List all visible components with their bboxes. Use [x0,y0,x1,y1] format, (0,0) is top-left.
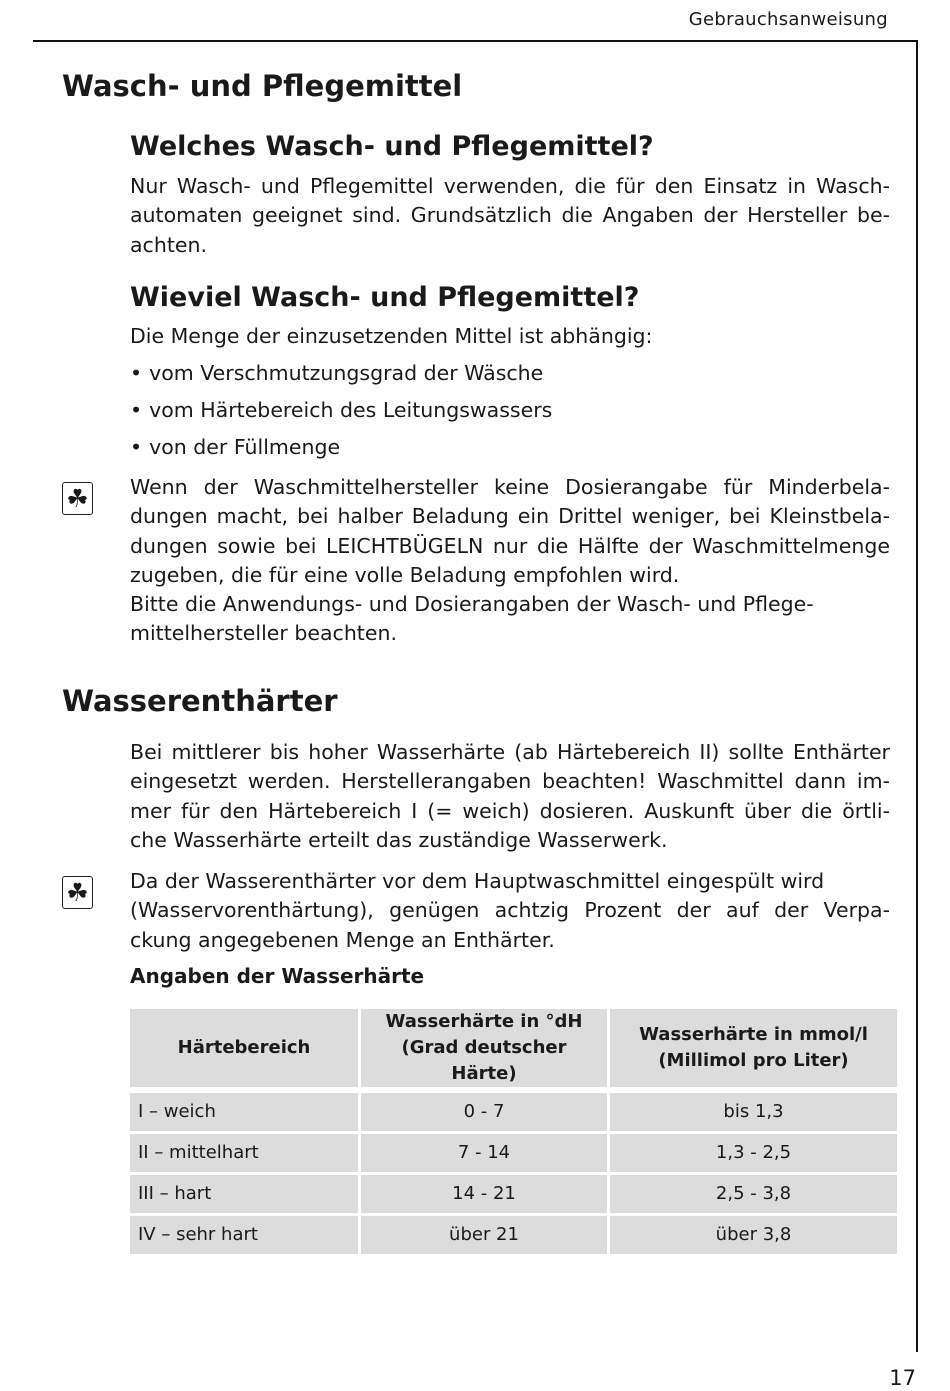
water-hardness-table [127,1006,900,1257]
paragraph-dosage-intro [130,322,890,351]
table-header-row [130,1009,897,1087]
header-text: Wasserhärte in °dH [385,1011,583,1032]
list-item: • vom Härtebereich des Leitungswassers [130,392,552,429]
table-row [130,1093,897,1131]
text-line: Da der Wasserenthärter vor dem Hauptwaschmittel eingespült wird [130,869,825,893]
table-cell: III – hart [130,1175,358,1213]
paragraph-water-softener [130,738,890,855]
shamrock-icon: ☘ [62,482,93,515]
text-line: (Wasservorenthärtung), genügen achtzig Prozent der auf der Verpa- [130,898,890,923]
column-header-range [130,1009,358,1087]
text-line: che Wasserhärte erteilt das zuständige Wasserwerk. [130,827,668,852]
text-line: Die Menge der einzusetzenden Mittel ist abhängig: [130,324,653,348]
shamrock-icon: ☘ [62,876,93,909]
margin-rule [916,40,918,1352]
text-line: Nur Wasch- und Pflegemittel verwenden, die für den Einsatz in Wasch- [130,174,890,198]
text-line: mer für den Härtebereich I (= weich) dosieren. Auskunft über die örtli- [130,798,890,823]
running-header: Gebrauchsanweisung [688,9,888,30]
header-subtext: (Millimol pro Liter) [658,1050,849,1071]
table-cell: I – weich [130,1093,358,1131]
section-title-detergents: Wasch- und Pflegemittel [62,69,463,103]
page-number: 17 [889,1366,916,1390]
table-caption: Angaben der Wasserhärte [130,964,425,988]
table-cell: 1,3 - 2,5 [610,1134,897,1172]
tip-paragraph-softener [130,867,890,955]
header-subtext: (Grad deutscher Härte) [401,1037,567,1084]
table-cell: 0 - 7 [361,1093,607,1131]
header-text: Härtebereich [177,1037,311,1058]
table-cell: IV – sehr hart [130,1216,358,1254]
dosage-factors-list [130,355,552,466]
text-line: automaten geeignet sind. Grundsätzlich die Angaben der Hersteller be- [130,203,890,228]
text-line: zugeben, die für eine volle Beladung empfohlen wird. [130,562,680,587]
table-cell: II – mittelhart [130,1134,358,1172]
list-item: • von der Füllmenge [130,429,552,466]
list-item: • vom Verschmutzungsgrad der Wäsche [130,355,552,392]
heading-how-much-detergent: Wieviel Wasch- und Pflegemittel? [130,282,640,313]
table-cell: über 21 [361,1216,607,1254]
section-title-water-softener: Wasserenthärter [62,684,338,718]
table-cell: 7 - 14 [361,1134,607,1172]
paragraph-which-detergent [130,172,890,260]
tip-paragraph-dosage [130,473,890,649]
text-line: mittelhersteller beachten. [130,621,397,646]
text-line: Wenn der Waschmittelhersteller keine Dosierangabe für Minderbela- [130,475,890,499]
table-row [130,1134,897,1172]
table-row [130,1175,897,1213]
text-line: Bei mittlerer bis hoher Wasserhärte (ab Härtebereich II) sollte Enthärter [130,740,890,764]
text-line: dungen sowie bei LEICHTBÜGELN nur die Hälfte der Waschmittelmenge [130,533,890,558]
text-line: Bitte die Anwendungs- und Dosierangaben der Wasch- und Pflege- [130,592,814,617]
text-line: eingesetzt werden. Herstellerangaben beachten! Waschmittel dann im- [130,769,890,794]
table-row [130,1216,897,1254]
table-cell: 14 - 21 [361,1175,607,1213]
table-cell: bis 1,3 [610,1093,897,1131]
table-cell: 2,5 - 3,8 [610,1175,897,1213]
heading-which-detergent: Welches Wasch- und Pflegemittel? [130,131,654,162]
header-text: Wasserhärte in mmol/l [639,1024,868,1045]
table-cell: über 3,8 [610,1216,897,1254]
text-line: ckung angegebenen Menge an Enthärter. [130,927,555,952]
header-rule [33,40,918,42]
column-header-dh [361,1009,607,1087]
text-line: achten. [130,232,207,257]
text-line: dungen macht, bei halber Beladung ein Drittel weniger, bei Kleinstbela- [130,504,890,529]
column-header-mmol [610,1009,897,1087]
